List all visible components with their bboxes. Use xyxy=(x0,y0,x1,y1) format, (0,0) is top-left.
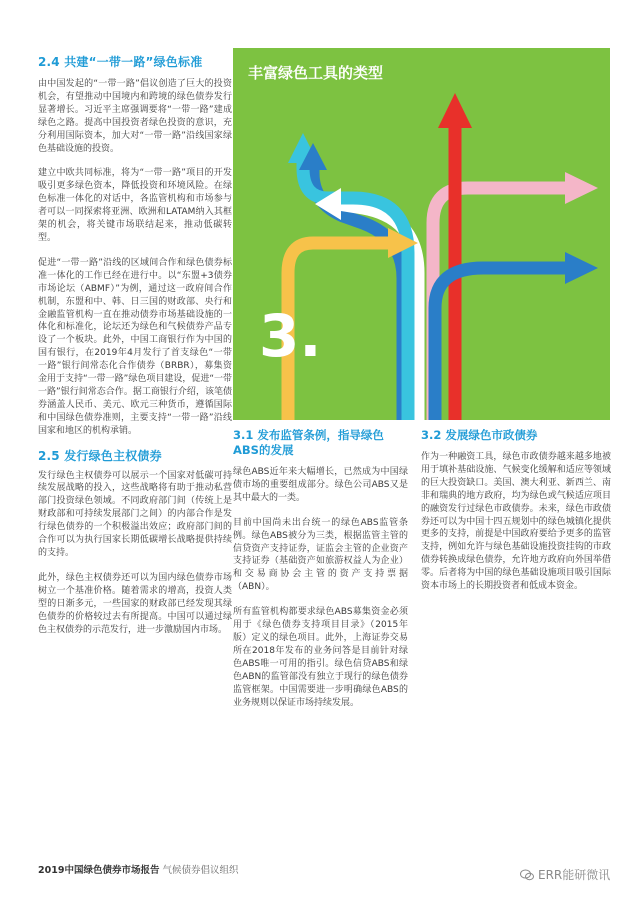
banner-title: 丰富绿色工具的类型 xyxy=(248,64,384,82)
section-3-2-paragraph-1: 作为一种融资工具，绿色市政债券越来越多地被用于填补基础设施、气候变化缓解和适应等领域的巨大投资缺口。美国、澳大利亚、新西兰、南非和瑞典的地方政府，均为绿色或气候适应项目的融资发行过绿色市政债券。未来，绿色市政债券还可以为中国十四五规划中的绿色城镇化提供更多的支持，前提是中国政府要给予更多的监管支持，例如允许与绿色基础设施投资挂钩的市政债券转换成绿色债券，允许地方政府向外国举借零。后者将为中国的绿色基础设施项目吸引国际资本市场上的长期投资者和低成本资金。 xyxy=(421,452,611,592)
footer-report-title: 2019中国绿色债券市场报告 xyxy=(38,865,160,876)
right-blue-arrowhead xyxy=(565,252,598,284)
section-2-5-paragraph-2: 此外，绿色主权债券还可以为国内绿色债券市场树立一个基准价格。随着需求的增高，投资人类型的日渐多元，一些国家的财政部已经发现其绿色债券的价格较过去有所提高。中国可以通过绿色主权债券的示范发行，进一步激励国内市场。 xyxy=(38,572,232,635)
right-column xyxy=(421,428,611,593)
section-2-5-title: 2.5 发行绿色主权债券 xyxy=(38,448,162,463)
section-2-4-paragraph-1: 由中国发起的“一带一路”倡议创造了巨大的投资机会，有望推动中国境内和跨境的绿色债券发行显著增长。习近平主席强调要将“一带一路”建成绿色之路。提高中国投资者绿色投资的意识，充分利用国际资本，加大对“一带一路”沿线国家绿色基础设施的投资。 xyxy=(38,79,232,154)
page-footer xyxy=(38,862,239,876)
pink-arrowhead xyxy=(565,172,598,204)
section-2-4-paragraph-3: 促进“一带一路”沿线的区域间合作和绿色债券标准一体化的工作已经在进行中。以“东盟+3债券市场论坛（ABMF）”为例，通过这一政府间合作机制，东盟和中、韩、日三国的财政部、央行和金融监管机构一直在推动债券市场基础设施的一体化和标准化，论坛还为绿色和气候债券产品专设了一个板块。此外，中国工商银行作为中国的国有银行，在2019年4月发行了首支绿色“一带一路”银行间常态化合作债券（BRBR），募集资金用于支持“一带一路”绿色项目建设，促进“一带一路”银行间常态合作。据工商银行介绍，该笔债券涵盖人民币、美元、欧元三种货币，遵循国际和中国绿色债券准则，主要支持“一带一路”沿线国家和地区的机构承销。 xyxy=(38,257,232,436)
section-2-4-paragraph-2: 建立中欧共同标准，将为“一带一路”项目的开发吸引更多绿色资本，降低投资和环境风险。在绿色标准一体化的对话中，各监管机构和市场参与者可以一同探索将亚洲、欧洲和LATAM纳入其框架的机会，将关键市场联结起来，推动低碳转型。 xyxy=(38,168,232,243)
red-arrowhead xyxy=(438,93,472,128)
watermark-text: ERR能研微讯 xyxy=(538,868,611,882)
section-2-5-paragraph-1: 发行绿色主权债券可以展示一个国家对低碳可持续发展战略的投入，这些战略将有助于推动私营部门投资绿色领域。不同政府部门间（传统上是财政部和可持续发展部门之间）的内部合作是发行绿色债券的一个积极溢出效应；政府部门间的合作可以为执行国家长期低碳增长战略提供持续的支持。 xyxy=(38,470,232,558)
section-3-1-paragraph-1: 绿色ABS近年来大幅增长，已然成为中国绿债市场的重要组成部分。绿色公司ABS又是其中最大的一类。 xyxy=(233,467,408,503)
section-3-1-title: 3.1 发布监管条例，指导绿色ABS的发展 xyxy=(233,428,384,457)
left-column xyxy=(38,54,232,636)
watermark xyxy=(520,866,610,883)
section-3-1-paragraph-3: 所有监管机构都要求绿色ABS募集资金必须用于《绿色债券支持项目目录》（2015年版）定义的绿色项目。此外，上海证券交易所在2018年发布的业务问答是目前针对绿色ABS唯一可用的指引。绿色信贷ABS和绿色ABN的监管部没有独立于现行的绿色债券监管框架。中国需要进一步明确绿色ABS的业务规则以保证市场持续发展。 xyxy=(233,607,408,708)
section-3-2-title: 3.2 发展绿色市政债券 xyxy=(421,428,538,442)
middle-column xyxy=(233,428,408,709)
section-3-banner xyxy=(233,48,610,420)
section-2-4-title: 2.4 共建“一带一路”绿色标准 xyxy=(38,55,203,69)
footer-org-name: 气候债券倡议组织 xyxy=(162,865,239,876)
section-3-1-paragraph-2: 目前中国尚未出台统一的绿色ABS监管条例。绿色ABS被分为三类，根据监管主管的信贷资产支持证券，证监会主管的企业资产支持证券（基础资产如旅游权益人为企业）和交易商协会主管的资产支持票据（ABN）。 xyxy=(233,517,408,593)
cyan-arrow xyxy=(303,156,408,420)
wechat-icon xyxy=(520,869,534,881)
chapter-number: 3. xyxy=(259,302,322,370)
